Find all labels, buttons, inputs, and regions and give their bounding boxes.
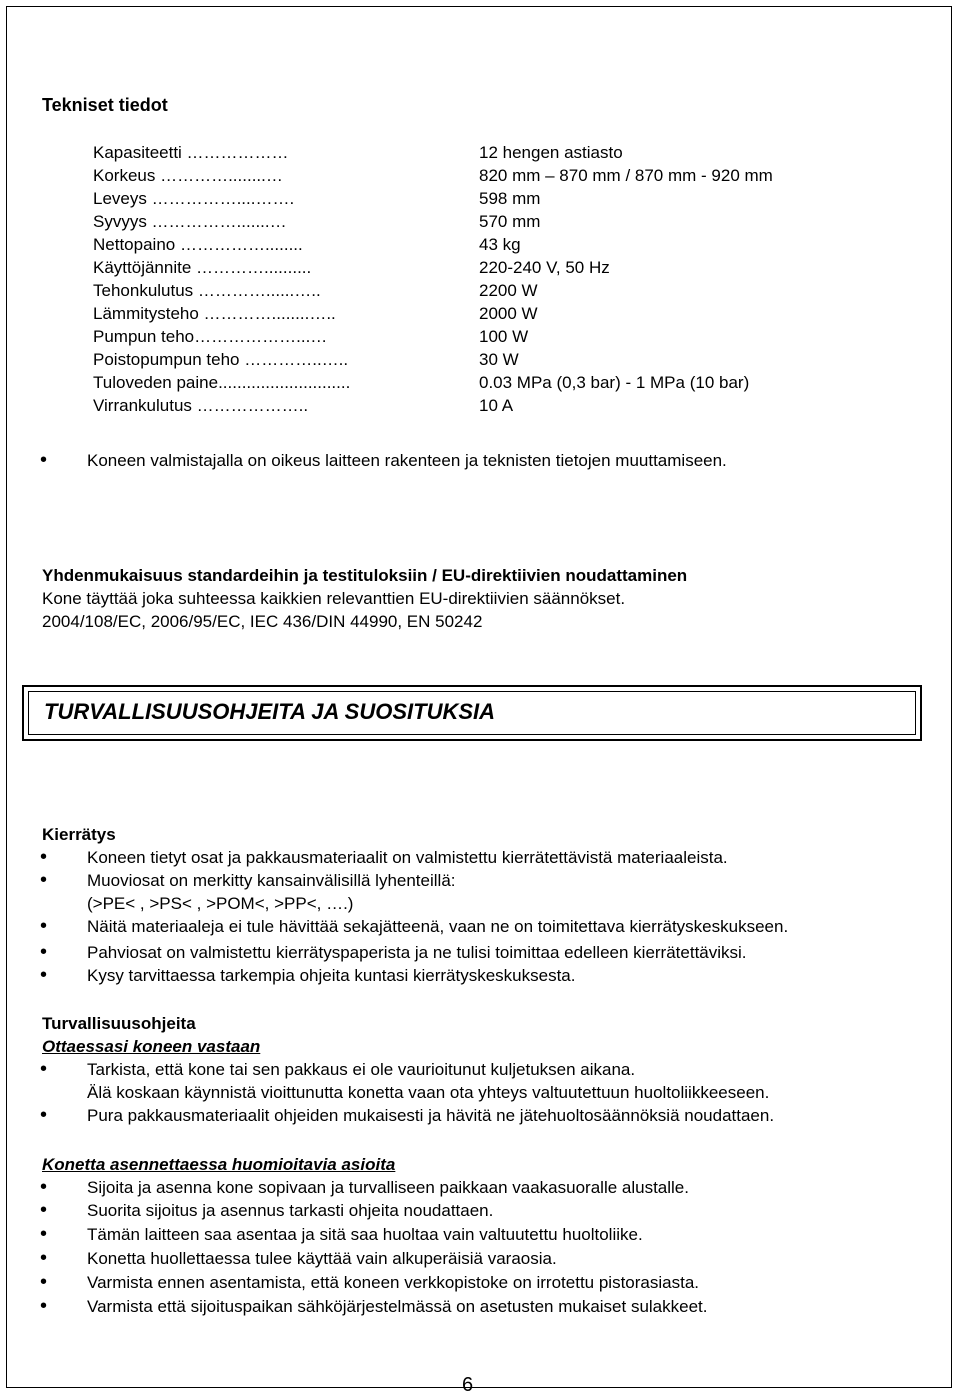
recycling-heading: Kierrätys [42, 825, 116, 844]
list-item-text: Tarkista, että kone tai sen pakkaus ei ole vaurioitunut kuljetuksen aikana. [87, 1060, 636, 1079]
spec-label: Kapasiteetti ……………… [93, 143, 289, 162]
bullet-icon: • [40, 1247, 48, 1269]
spec-value: 10 A [479, 396, 514, 415]
list-item-text: Sijoita ja asenna kone sopivaan ja turvalliseen paikkaan vaakasuoralle alustalle. [87, 1178, 689, 1197]
spec-value: 570 mm [479, 212, 541, 231]
section-banner [22, 685, 922, 741]
list-item-text: Varmista ennen asentamista, että koneen verkkopistoke on irrotettu pistorasiasta. [87, 1273, 700, 1292]
list-item-text: Tämän laitteen saa asentaa ja sitä saa huoltaa vain valtuutettu huoltoliike. [87, 1225, 643, 1244]
bullet-icon: • [40, 1058, 48, 1080]
spec-value: 220-240 V, 50 Hz [479, 258, 610, 277]
spec-label: Käyttöjännite ………….......... [93, 258, 312, 277]
bullet-icon: • [40, 915, 48, 937]
bullet-icon: • [40, 941, 48, 963]
spec-row [93, 302, 853, 325]
list-item-text: Pura pakkausmateriaalit ohjeiden mukaisesti ja hävitä ne jätehuoltosäännöksiä noudattaen. [87, 1106, 775, 1125]
conformity-text: Kone täyttää joka suhteessa kaikkien relevanttien EU-direktiivien säännökset. [42, 589, 626, 608]
spec-value: 2200 W [479, 281, 538, 300]
spec-row [93, 371, 853, 394]
list-item-text: Kysy tarvittaessa tarkempia ohjeita kuntasi kierrätyskeskuksesta. [87, 966, 576, 985]
spec-row [93, 256, 853, 279]
spec-label: Poistopumpun teho …………..….. [93, 350, 349, 369]
bullet-icon: • [40, 1199, 48, 1221]
spec-row [93, 233, 853, 256]
spec-label: Virrankulutus ……………….. [93, 396, 309, 415]
list-item-text: Varmista että sijoituspaikan sähköjärjestelmässä on asetusten mukaiset sulakkeet. [87, 1297, 708, 1316]
banner-title: TURVALLISUUSOHJEITA JA SUOSITUKSIA [44, 699, 496, 724]
spec-row [93, 164, 853, 187]
bullet-icon: • [40, 1223, 48, 1245]
spec-row [93, 348, 853, 371]
bullet-icon: • [40, 846, 48, 868]
spec-label: Pumpun teho………………...… [93, 327, 328, 346]
list-item-continuation: Älä koskaan käynnistä vioittunutta konetta vaan ota yhteys valtuutettuun huoltoliikkeeseen. [87, 1083, 770, 1102]
bullet-icon: • [40, 1104, 48, 1126]
conformity-heading: Yhdenmukaisuus standardeihin ja testituloksiin / EU-direktiivien noudattaminen [42, 566, 688, 585]
spec-row [93, 187, 853, 210]
spec-value: 0.03 MPa (0,3 bar) - 1 MPa (10 bar) [479, 373, 750, 392]
spec-row [93, 141, 853, 164]
bullet-icon: • [40, 449, 48, 471]
spec-row [93, 210, 853, 233]
receiving-heading: Ottaessasi koneen vastaan [42, 1037, 261, 1056]
spec-label: Lämmitysteho …………........….. [93, 304, 336, 323]
spec-label: Nettopaino ……………........ [93, 235, 303, 254]
list-item-continuation: (>PE< , >PS< , >POM<, >PP<, ….) [87, 894, 354, 913]
bullet-icon: • [40, 1176, 48, 1198]
bullet-icon: • [40, 869, 48, 891]
tech-note: Koneen valmistajalla on oikeus laitteen rakenteen ja teknisten tietojen muuttamiseen. [87, 451, 727, 470]
tech-heading: Tekniset tiedot [42, 95, 168, 115]
list-item-text: Suorita sijoitus ja asennus tarkasti ohjeita noudattaen. [87, 1201, 494, 1220]
spec-value: 100 W [479, 327, 529, 346]
spec-label: Syvyys …………….......… [93, 212, 287, 231]
list-item-text: Pahviosat on valmistettu kierrätyspaperista ja ne tulisi toimittaa edelleen kierrätettäviksi. [87, 943, 747, 962]
list-item-text: Konetta huollettaessa tulee käyttää vain alkuperäisiä varaosia. [87, 1249, 557, 1268]
spec-value: 2000 W [479, 304, 538, 323]
bullet-icon: • [40, 1271, 48, 1293]
spec-value: 43 kg [479, 235, 521, 254]
spec-row [93, 325, 853, 348]
spec-label: Korkeus …………........… [93, 166, 283, 185]
list-item-text: Koneen tietyt osat ja pakkausmateriaalit on valmistettu kierrätettävistä materiaaleista. [87, 848, 728, 867]
spec-value: 598 mm [479, 189, 541, 208]
list-item-text: Muoviosat on merkitty kansainvälisillä lyhenteillä: [87, 871, 456, 890]
bullet-icon: • [40, 964, 48, 986]
spec-row [93, 279, 853, 302]
spec-value: 30 W [479, 350, 519, 369]
bullet-icon: • [40, 1295, 48, 1317]
list-item-text: Näitä materiaaleja ei tule hävittää sekajätteenä, vaan ne on toimitettava kierrätyskeskukseen. [87, 917, 789, 936]
page-number: 6 [462, 1374, 474, 1396]
spec-label: Tehonkulutus …………......….. [93, 281, 321, 300]
conformity-standards: 2004/108/EC, 2006/95/EC, IEC 436/DIN 44990, EN 50242 [42, 612, 483, 631]
spec-row [93, 394, 853, 417]
spec-value: 12 hengen astiasto [479, 143, 623, 162]
spec-label: Leveys ……………....……. [93, 189, 295, 208]
spec-value: 820 mm – 870 mm / 870 mm - 920 mm [479, 166, 773, 185]
safety-heading: Turvallisuusohjeita [42, 1014, 196, 1033]
install-heading: Konetta asennettaessa huomioitavia asioita [42, 1155, 396, 1174]
spec-label: Tuloveden paine............................ [93, 373, 351, 392]
